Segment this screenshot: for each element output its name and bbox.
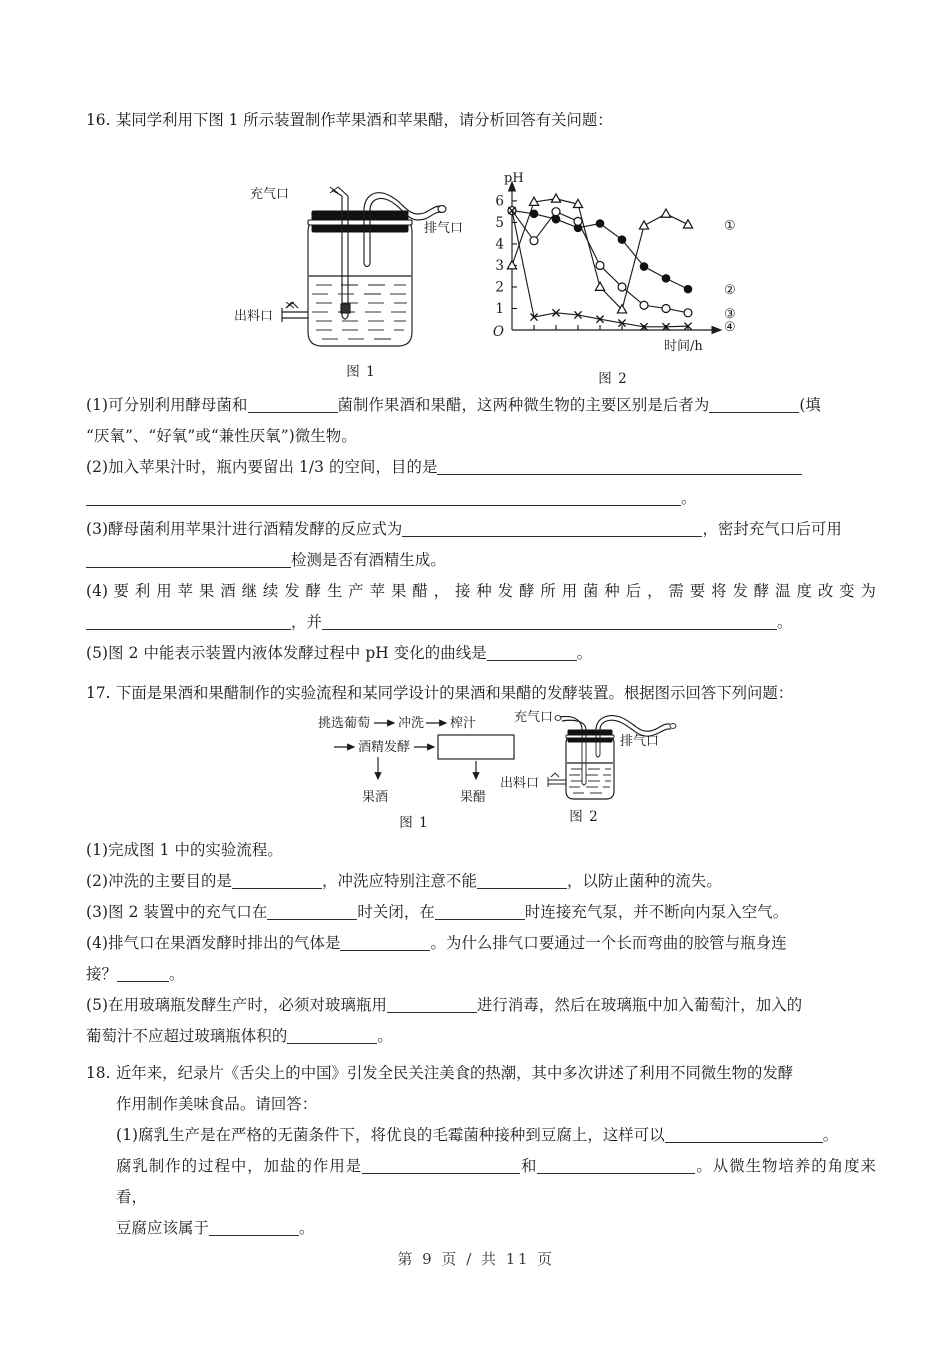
q16-p3-blank2[interactable]: [86, 551, 291, 568]
y-tick-2: 2: [495, 279, 504, 296]
question-18-stem-line1: 近年来，纪录片《舌尖上的中国》引发全民关注美食的热潮，其中多次讲述了利用不同微生物的发酵: [116, 1064, 794, 1082]
q16-p4-seg3: 。: [776, 613, 793, 631]
q16-p4-blank1[interactable]: [86, 613, 291, 630]
q16-part4-line2: [86, 607, 876, 638]
y-tick-1: 1: [495, 301, 504, 318]
q16-p3-seg3: 检测是否有酒精生成。: [291, 551, 446, 569]
question-18-stem-line2: 作用制作美味食品。请回答：: [116, 1095, 318, 1113]
q16-p3-blank1[interactable]: [402, 520, 702, 537]
q16-part4-line1: [86, 576, 876, 607]
y-tick-5: 5: [495, 215, 504, 232]
q16-p4-blank2[interactable]: [322, 613, 777, 630]
legend-2: ②: [724, 283, 736, 299]
q16-p3-seg2: ，密封充气口后可用: [702, 520, 842, 538]
q17-p4-blank1[interactable]: [340, 934, 430, 951]
q17-p5-blank1[interactable]: [387, 996, 477, 1013]
q17-p3-blank1[interactable]: [267, 903, 357, 920]
q17-p5-seg2: 进行消毒，然后在玻璃瓶中加入葡萄汁，加入的: [476, 996, 803, 1014]
flow-node-3: 榨汁: [450, 716, 477, 731]
q17-p5-seg4: 。: [377, 1027, 393, 1045]
q18-part1-line1: [116, 1120, 876, 1151]
figure-17-2-discharge-label: 出料口: [500, 776, 540, 791]
q16-p1-seg2: 菌制作果酒和果醋，这两种微生物的主要区别是后者为: [337, 396, 710, 414]
q16-part3-line2: [86, 545, 876, 576]
q16-p1-blank2[interactable]: [709, 396, 799, 413]
question-17-stem: 下面是果酒和果醋制作的实验流程和某同学设计的果酒和果醋的发酵装置。根据图示回答下列问题：: [116, 684, 794, 702]
flow-output-1: 果酒: [362, 790, 389, 805]
q18-p1-seg1: (1)腐乳生产是在严格的无菌条件下，将优良的毛霉菌种接种到豆腐上，这样可以: [116, 1126, 665, 1144]
figure-1-caption: 图 1: [346, 364, 376, 380]
q16-p1-seg1: (1)可分别利用酵母菌和: [86, 396, 248, 414]
figure-17-2-caption: 图 2: [569, 809, 599, 825]
question-18: [86, 1058, 876, 1089]
q16-p5-seg1: (5)图 2 中能表示装置内液体发酵过程中 pH 变化的曲线是: [86, 644, 487, 662]
q17-part5-line2: [86, 1021, 876, 1052]
x-axis-label: 时间/h: [664, 339, 703, 354]
flow-node-1: 挑选葡萄: [318, 716, 371, 731]
q17-p2-seg3: ，以防止菌种的流失。: [566, 872, 722, 890]
y-tick-6: 6: [495, 193, 504, 210]
figure-17-2-outlet-label: 排气口: [620, 734, 660, 749]
figure-2-caption: 图 2: [598, 371, 628, 387]
question-16-stem: 某同学利用下图 1 所示装置制作苹果酒和苹果醋，请分析回答有关问题：: [116, 111, 613, 129]
question-17: [86, 678, 876, 709]
question-16-number: 16.: [86, 111, 111, 129]
ph-line-chart: [478, 170, 748, 365]
q16-part2-line2: [86, 483, 876, 514]
flow-output-2: 果醋: [460, 790, 487, 805]
figure-17-1-caption: 图 1: [399, 815, 429, 831]
q17-p2-blank2[interactable]: [477, 872, 567, 889]
q16-p4-seg2: ，并: [291, 613, 322, 631]
q17-p3-seg3: 时连接充气泵，并不断向内泵入空气。: [524, 903, 789, 921]
flow-node-2: 冲洗: [398, 716, 425, 731]
legend-1: ①: [724, 218, 736, 234]
figure-17-2-device: [500, 710, 690, 829]
legend-4: ④: [724, 320, 736, 336]
q18-p1-seg2: 。: [822, 1126, 839, 1144]
q16-p5-seg2: 。: [576, 644, 593, 662]
q17-p4-seg1: (4)排气口在果酒发酵时排出的气体是: [86, 934, 341, 952]
q18-p1-blank1[interactable]: [665, 1126, 823, 1143]
series-2: [508, 207, 692, 293]
y-tick-3: 3: [495, 258, 504, 275]
q16-p3-seg1: (3)酵母菌利用苹果汁进行酒精发酵的反应式为: [86, 520, 403, 538]
q17-part4-line2: [86, 959, 876, 990]
q16-p2-blank2[interactable]: [86, 489, 681, 506]
q16-p1-seg3: (填: [799, 396, 821, 414]
figure-1-fermentation-jar: [234, 184, 476, 384]
q18-p1-blank3[interactable]: [537, 1157, 695, 1174]
legend-3: ③: [724, 306, 736, 322]
q17-p5-seg1: (5)在用玻璃瓶发酵生产时，必须对玻璃瓶用: [86, 996, 387, 1014]
q17-p5-seg3: 葡萄汁不应超过玻璃瓶体积的: [86, 1027, 288, 1045]
q17-p4-blank2[interactable]: [117, 965, 169, 982]
q16-p2-end: 。: [681, 489, 697, 507]
q18-p1-seg4: 和: [520, 1157, 538, 1175]
q18-p1-seg5: 。从微生物培养的角度来看，: [116, 1157, 876, 1206]
q16-p1-blank1[interactable]: [248, 396, 338, 413]
q16-part3-line1: [86, 514, 876, 545]
question-17-number: 17.: [86, 684, 111, 702]
page-content: [86, 105, 876, 1244]
question-16: [86, 105, 876, 136]
q16-part2-line1: [86, 452, 876, 483]
q16-p2-blank1[interactable]: [437, 458, 802, 475]
q17-p3-blank2[interactable]: [435, 903, 525, 920]
q18-p1-seg6: 豆腐应该属于: [116, 1219, 209, 1237]
q18-part1-line3: [116, 1213, 876, 1244]
q17-p5-blank2[interactable]: [287, 1027, 377, 1044]
q17-p2-seg2: ，冲洗应特别注意不能: [322, 872, 477, 890]
q16-p2-seg1: (2)加入苹果汁时，瓶内要留出 1/3 的空间，目的是: [86, 458, 438, 476]
flow-node-4: 酒精发酵: [358, 740, 411, 755]
q17-p2-seg1: (2)冲洗的主要目的是: [86, 872, 233, 890]
figure-17-2-inlet-label: 充气口: [514, 710, 554, 725]
q16-part5: [86, 638, 876, 669]
q16-p5-blank1[interactable]: [487, 644, 577, 661]
question-17-figures: [86, 710, 876, 835]
question-18-number: 18.: [86, 1064, 111, 1082]
q18-p1-blank2[interactable]: [362, 1157, 520, 1174]
q17-part4-line1: [86, 928, 876, 959]
q18-part1-line2: [116, 1151, 876, 1213]
question-16-figures: [86, 140, 876, 390]
q18-p1-blank4[interactable]: [209, 1219, 299, 1236]
q18-p1-seg7: 。: [298, 1219, 315, 1237]
y-tick-4: 4: [495, 236, 504, 253]
q16-p4-seg1: (4) 要 利 用 苹 果 酒 继 续 发 酵 生 产 苹 果 醋 ， 接 种 发 酵 所 用 菌 种 后 ， 需 要 将 发 酵 温 度 改 变 为: [86, 582, 876, 600]
figure-1-inlet-label: 充气口: [250, 187, 290, 202]
q17-p4-seg3: 接？: [86, 965, 117, 983]
q17-part1: (1)完成图 1 中的实验流程。: [86, 841, 283, 859]
q17-p4-seg2: 。为什么排气口要通过一个长而弯曲的胶管与瓶身连: [430, 934, 787, 952]
page-footer: 第 9 页 / 共 11 页: [397, 1250, 555, 1268]
figure-1-discharge-label: 出料口: [234, 309, 274, 324]
q17-part3: [86, 897, 876, 928]
q17-p3-seg1: (3)图 2 装置中的充气口在: [86, 903, 268, 921]
figure-2-ph-chart: [478, 170, 748, 390]
q17-part5-line1: [86, 990, 876, 1021]
q17-part2: [86, 866, 876, 897]
q17-p3-seg2: 时关闭，在: [357, 903, 435, 921]
y-tick-0: O: [492, 324, 504, 340]
q17-p4-seg4: 。: [168, 965, 185, 983]
y-axis-label: pH: [504, 171, 524, 186]
q16-part1-line2: “厌氧”、“好氧”或“兼性厌氧”)微生物。: [86, 427, 357, 445]
q18-p1-seg3: 腐乳制作的过程中，加盐的作用是: [116, 1157, 363, 1175]
q16-part1-line1: [86, 390, 876, 421]
figure-1-outlet-label: 排气口: [424, 221, 464, 236]
q17-p2-blank1[interactable]: [232, 872, 322, 889]
